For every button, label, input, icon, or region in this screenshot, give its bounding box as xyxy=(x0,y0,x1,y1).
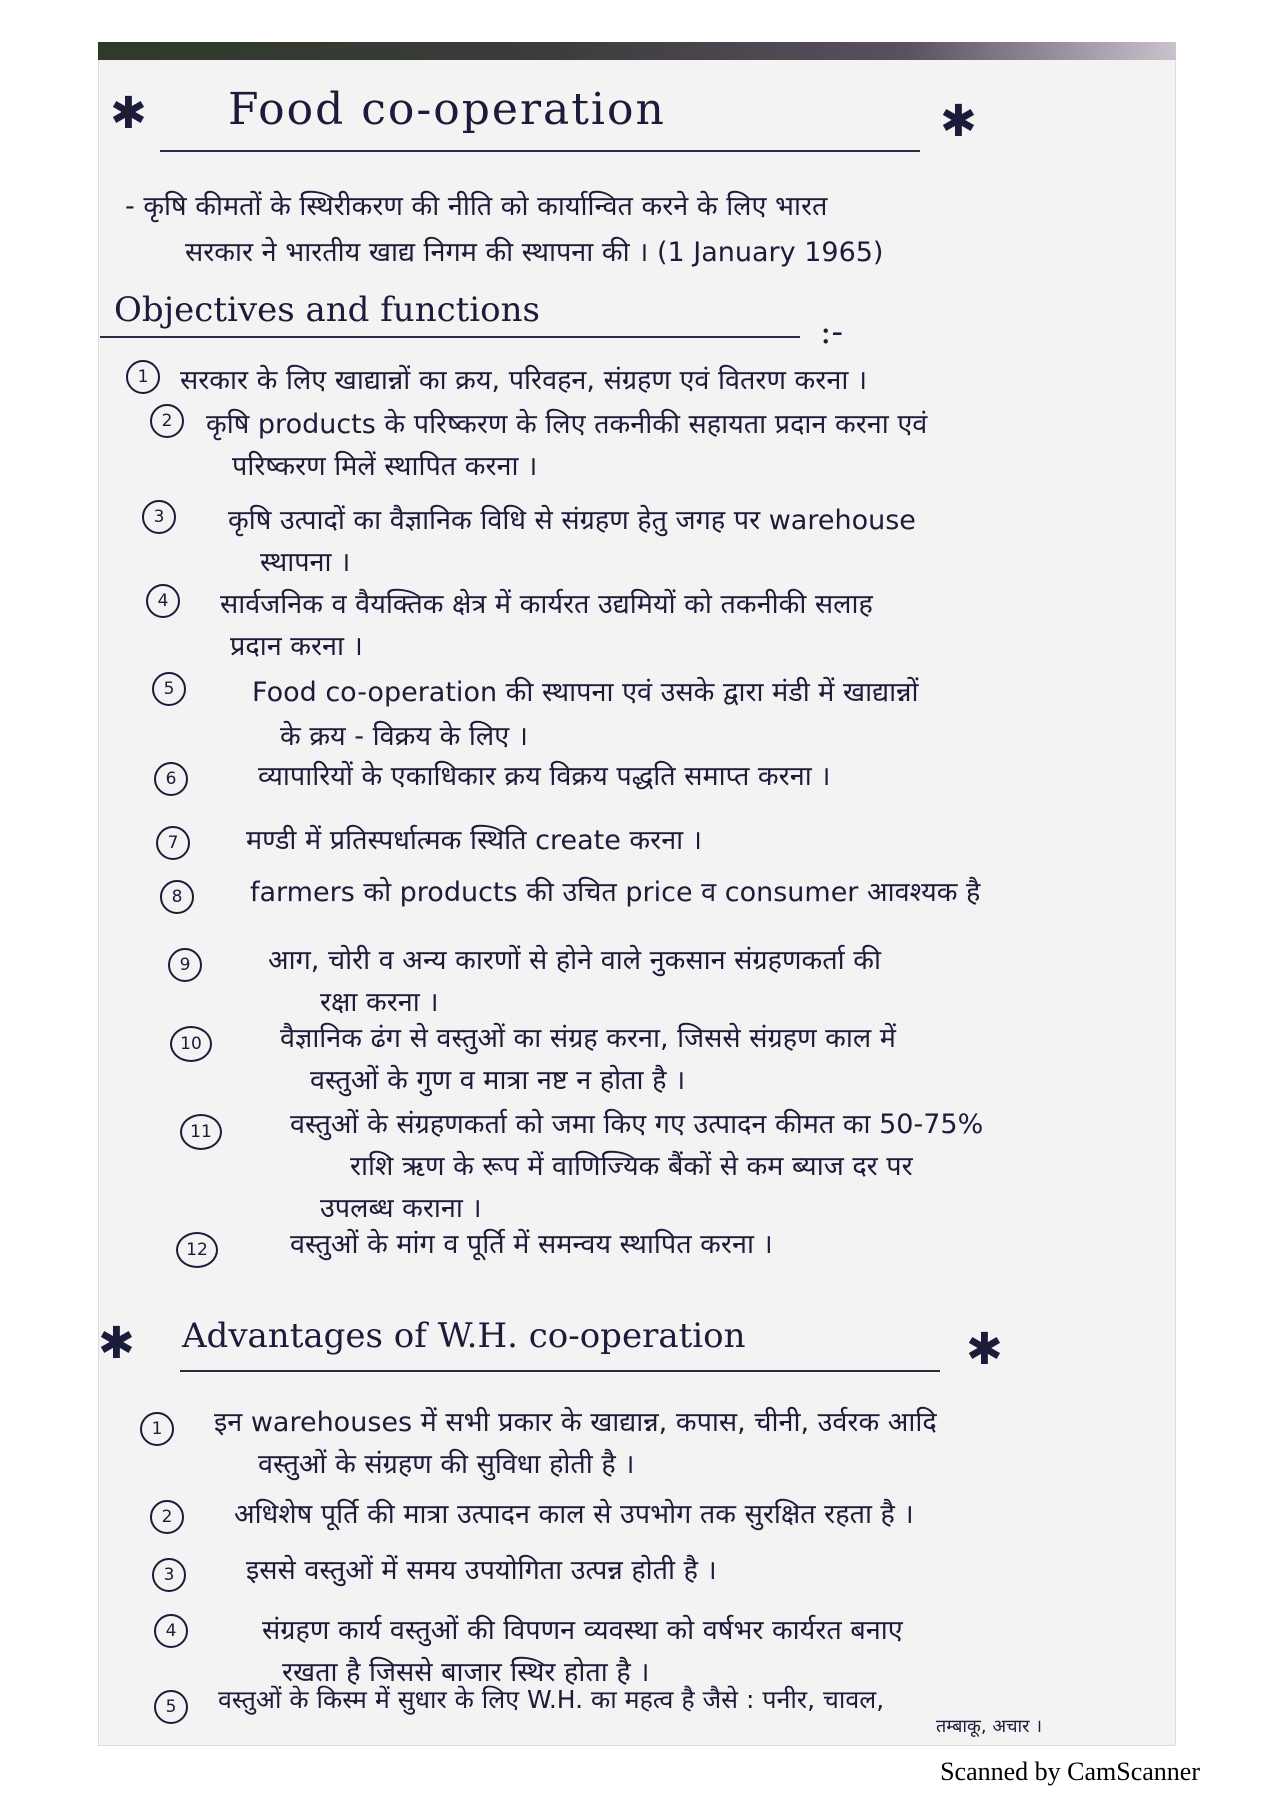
objective-12-line-1: वस्तुओं के मांग व पूर्ति में समन्वय स्थापित करना । xyxy=(290,1229,773,1260)
objective-number: 8 xyxy=(160,880,194,914)
objective-number: 5 xyxy=(152,672,186,706)
objective-4-line-1: सार्वजनिक व वैयक्तिक क्षेत्र में कार्यरत उद्यमियों को तकनीकी सलाह xyxy=(220,589,873,620)
objective-10-line-1: वैज्ञानिक ढंग से वस्तुओं का संग्रह करना, जिससे संग्रहण काल में xyxy=(280,1023,896,1054)
objective-number: 6 xyxy=(154,762,188,796)
objective-number: 7 xyxy=(156,826,190,860)
objective-9-line-2: रक्षा करना । xyxy=(320,987,439,1018)
objective-1-line-1: सरकार के लिए खाद्यान्नों का क्रय, परिवहन, संग्रहण एवं वितरण करना । xyxy=(180,365,868,396)
title-star-left: ✱ xyxy=(110,88,147,139)
title-underline xyxy=(160,150,920,152)
objective-3-line-2: स्थापना । xyxy=(260,547,351,578)
objective-number: 12 xyxy=(176,1232,218,1268)
objective-11-line-2: राशि ऋण के रूप में वाणिज्यिक बैंकों से कम ब्याज दर पर xyxy=(350,1151,913,1182)
intro-line-1: - कृषि कीमतों के स्थिरीकरण की नीति को कार्यान्वित करने के लिए भारत xyxy=(125,191,828,222)
advantage-5-line-1: वस्तुओं के किस्म में सुधार के लिए W.H. का महत्व है जैसे : पनीर, चावल, xyxy=(218,1685,885,1714)
objective-2-line-2: परिष्करण मिलें स्थापित करना । xyxy=(232,451,538,482)
advantage-1-line-1: इन warehouses में सभी प्रकार के खाद्यान्न, कपास, चीनी, उर्वरक आदि xyxy=(214,1407,937,1438)
advantage-1-line-2: वस्तुओं के संग्रहण की सुविधा होती है । xyxy=(258,1449,635,1480)
scan-edge-strip xyxy=(98,42,1176,60)
advantage-4-line-2: रखता है जिससे बाजार स्थिर होता है । xyxy=(282,1657,650,1688)
advantage-number: 3 xyxy=(152,1558,186,1592)
advantage-2-line-1: अधिशेष पूर्ति की मात्रा उत्पादन काल से उपभोग तक सुरक्षित रहता है । xyxy=(234,1499,914,1530)
advantages-star-left: ✱ xyxy=(98,1318,135,1369)
advantage-5-line-2: तम्बाकू, अचार । xyxy=(936,1716,1043,1737)
title-star-right: ✱ xyxy=(940,96,977,147)
objective-5-line-2: के क्रय - विक्रय के लिए । xyxy=(280,721,528,752)
advantages-heading: Advantages of W.H. co-operation xyxy=(182,1316,746,1356)
page-title: Food co-operation xyxy=(228,84,666,135)
objective-7-line-1: मण्डी में प्रतिस्पर्धात्मक स्थिति create करना । xyxy=(246,825,702,856)
objective-number: 11 xyxy=(180,1114,222,1150)
objective-6-line-1: व्यापारियों के एकाधिकार क्रय विक्रय पद्धति समाप्त करना । xyxy=(258,761,831,792)
objectives-heading-suffix: :- xyxy=(820,312,843,352)
objectives-heading: Objectives and functions xyxy=(114,290,540,330)
objective-number: 2 xyxy=(150,404,184,438)
advantages-star-right: ✱ xyxy=(966,1324,1003,1375)
objective-4-line-2: प्रदान करना । xyxy=(230,631,363,662)
objective-number: 1 xyxy=(126,360,160,394)
advantage-number: 5 xyxy=(154,1690,188,1724)
objective-5-line-1: Food co-operation की स्थापना एवं उसके द्वारा मंडी में खाद्यान्नों xyxy=(252,677,919,708)
advantage-4-line-1: संग्रहण कार्य वस्तुओं की विपणन व्यवस्था को वर्षभर कार्यरत बनाए xyxy=(262,1615,903,1646)
objective-number: 10 xyxy=(170,1026,212,1062)
objective-3-line-1: कृषि उत्पादों का वैज्ञानिक विधि से संग्रहण हेतु जगह पर warehouse xyxy=(228,505,916,536)
objective-10-line-2: वस्तुओं के गुण व मात्रा नष्ट न होता है । xyxy=(310,1065,686,1096)
advantage-3-line-1: इससे वस्तुओं में समय उपयोगिता उत्पन्न होती है । xyxy=(246,1555,717,1586)
objective-number: 3 xyxy=(142,500,176,534)
objectives-underline xyxy=(100,336,800,338)
objective-number: 4 xyxy=(146,584,180,618)
objective-2-line-1: कृषि products के परिष्करण के लिए तकनीकी सहायता प्रदान करना एवं xyxy=(206,409,928,440)
intro-line-2: सरकार ने भारतीय खाद्य निगम की स्थापना की । (1 January 1965) xyxy=(185,237,884,268)
objective-9-line-1: आग, चोरी व अन्य कारणों से होने वाले नुकसान संग्रहणकर्ता की xyxy=(268,945,881,976)
advantage-number: 2 xyxy=(150,1500,184,1534)
scanner-watermark: Scanned by CamScanner xyxy=(940,1757,1200,1786)
objective-8-line-1: farmers को products की उचित price व consumer आवश्यक है xyxy=(250,877,981,908)
advantage-number: 1 xyxy=(140,1412,174,1446)
objective-number: 9 xyxy=(168,948,202,982)
objective-11-line-3: उपलब्ध कराना । xyxy=(320,1193,482,1224)
advantage-number: 4 xyxy=(154,1614,188,1648)
advantages-underline xyxy=(180,1370,940,1372)
objective-11-line-1: वस्तुओं के संग्रहणकर्ता को जमा किए गए उत्पादन कीमत का 50-75% xyxy=(290,1109,984,1140)
